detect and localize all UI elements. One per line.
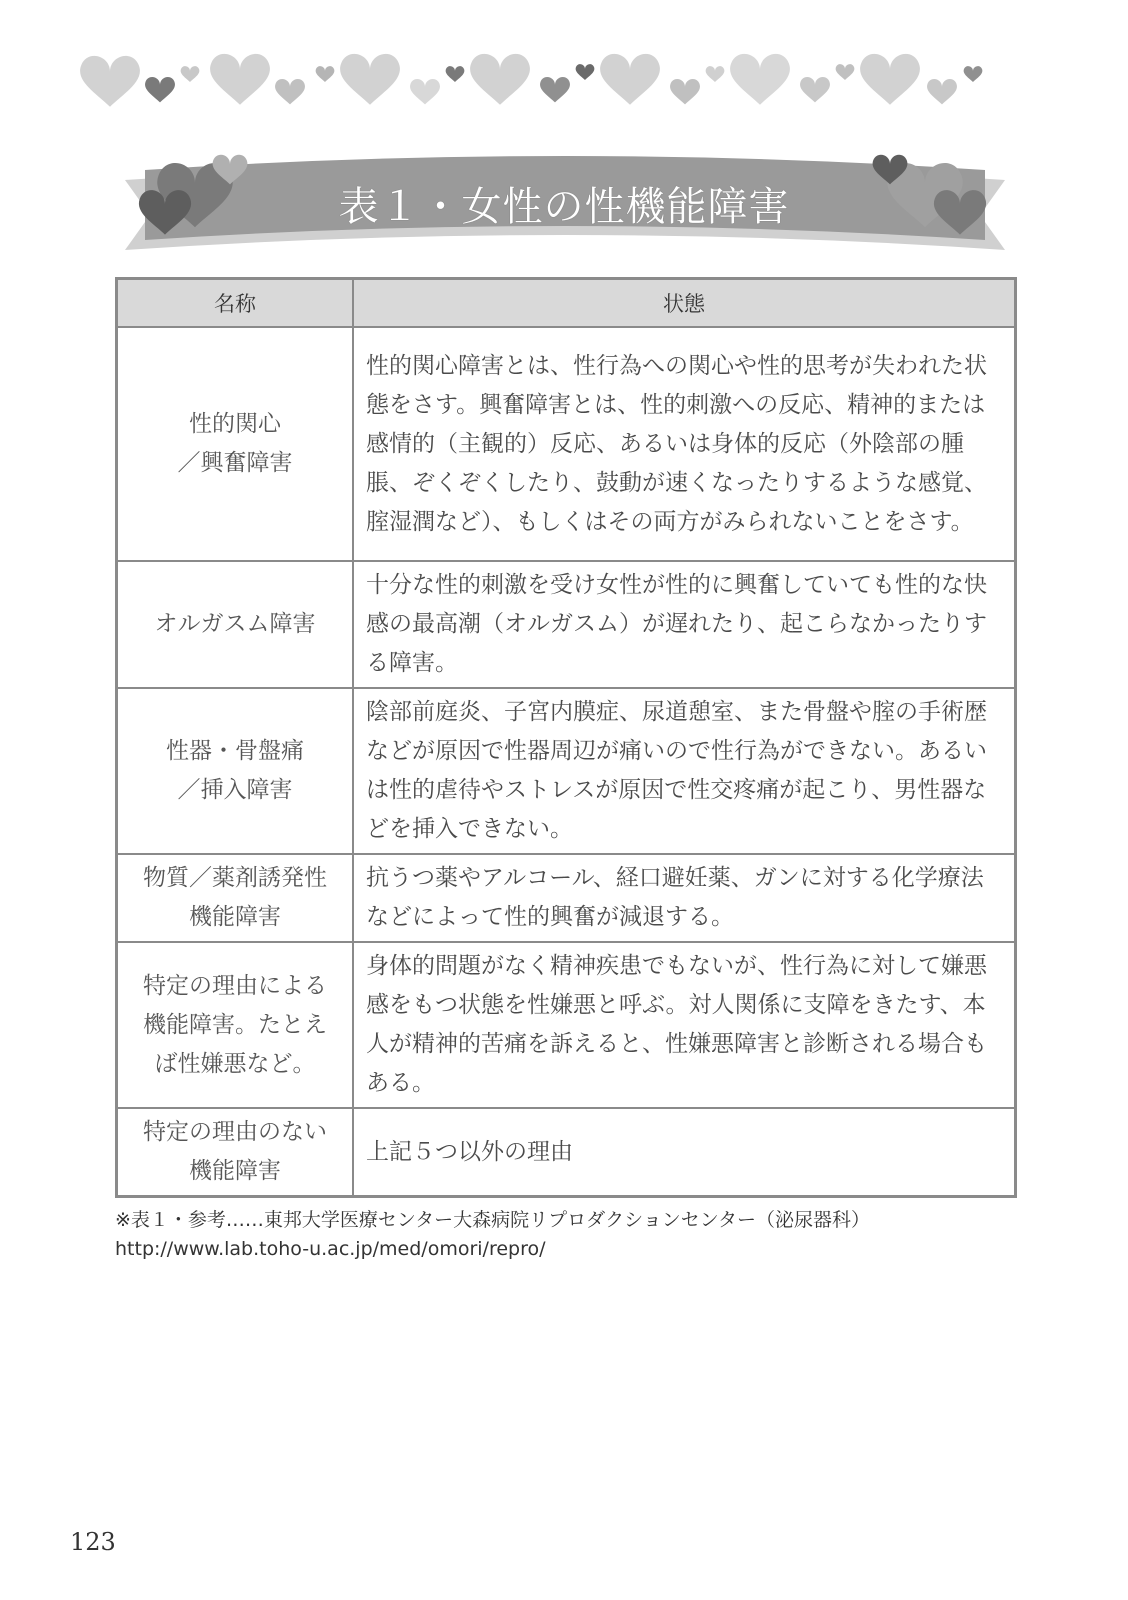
row-name: 性器・骨盤痛 ／挿入障害 (117, 688, 354, 854)
column-header-state: 状態 (353, 279, 1016, 328)
table-row (117, 561, 1016, 688)
hearts-decoration (80, 50, 1000, 120)
row-name: 特定の理由のない 機能障害 (117, 1108, 354, 1197)
row-state: 陰部前庭炎、子宮内膜症、尿道憩室、また骨盤や腟の手術歴などが原因で性器周辺が痛いので性行為ができない。あるいは性的虐待やストレスが原因で性交疼痛が起こり、男性器などを挿入できない。 (353, 688, 1016, 854)
table-row (117, 1108, 1016, 1197)
table-row (117, 327, 1016, 561)
row-state: 身体的問題がなく精神疾患でもないが、性行為に対して嫌悪感をもつ状態を性嫌悪と呼ぶ。対人関係に支障をきたす、本人が精神的苦痛を訴えると、性嫌悪障害と診断される場合もある。 (353, 942, 1016, 1108)
row-state: 上記５つ以外の理由 (353, 1108, 1016, 1197)
table-row (117, 942, 1016, 1108)
footnote: ※表１・参考……東邦大学医療センター大森病院リプロダクションセンター（泌尿器科） (115, 1209, 871, 1231)
row-state: 抗うつ薬やアルコール、経口避妊薬、ガンに対する化学療法などによって性的興奮が減退する。 (353, 854, 1016, 942)
row-state: 性的関心障害とは、性行為への関心や性的思考が失われた状態をさす。興奮障害とは、性的刺激への反応、精神的または感情的（主観的）反応、あるいは身体的反応（外陰部の腫脹、ぞくぞくしたり、鼓動が速くなったりするような感覚、腟湿潤など）、もしくはその両方がみられないことをさす。 (353, 327, 1016, 561)
heart-icon (80, 54, 982, 107)
table-row (117, 688, 1016, 854)
row-name: 物質／薬剤誘発性 機能障害 (117, 854, 354, 942)
reference-url: http://www.lab.toho-u.ac.jp/med/omori/repro/ (115, 1238, 546, 1260)
row-name: オルガスム障害 (117, 561, 354, 688)
table-row (117, 854, 1016, 942)
page-title: 表１・女性の性機能障害 (338, 184, 790, 230)
row-name: 性的関心 ／興奮障害 (117, 327, 354, 561)
disorder-table (115, 277, 1017, 1198)
table-header-row (117, 279, 1016, 328)
column-header-name: 名称 (117, 279, 354, 328)
row-state: 十分な性的刺激を受け女性が性的に興奮していても性的な快感の最高潮（オルガスム）が遅れたり、起こらなかったりする障害。 (353, 561, 1016, 688)
page-number: 123 (70, 1528, 116, 1556)
row-name: 特定の理由による 機能障害。たとえ ば性嫌悪など。 (117, 942, 354, 1108)
